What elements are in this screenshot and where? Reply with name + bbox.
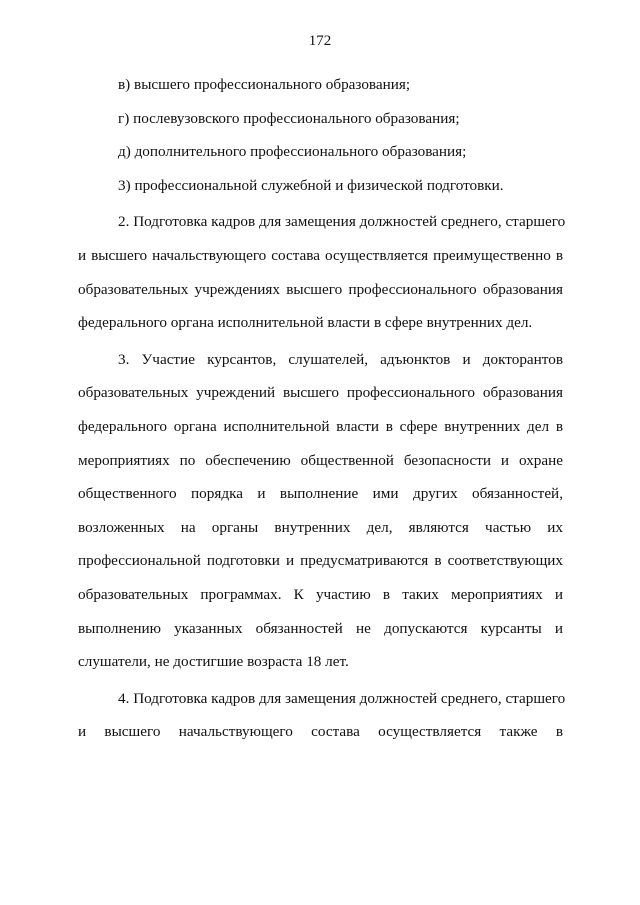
paragraph-2 xyxy=(78,205,566,339)
list-section xyxy=(78,68,563,202)
page-number: 172 xyxy=(308,33,332,49)
list-item: в) высшего профессионального образования; xyxy=(118,76,411,93)
paragraph-line: возложенных на органы внутренних дел, являются частью их xyxy=(78,518,563,536)
paragraph-3 xyxy=(78,343,563,679)
paragraph-line: 3. Участие курсантов, слушателей, адъюнктов и докторантов xyxy=(118,350,563,368)
paragraph-line: федерального органа исполнительной власти в сфере внутренних дел в xyxy=(78,417,563,435)
paragraph-line: образовательных программах. К участию в таких мероприятиях и xyxy=(78,585,563,603)
paragraph-4 xyxy=(78,682,566,749)
list-item: д) дополнительного профессионального образования; xyxy=(118,143,467,161)
paragraph-line: и высшего начальствующего состава осуществляется также в xyxy=(78,723,563,741)
paragraph-line: федерального органа исполнительной власти в сфере внутренних дел. xyxy=(78,314,533,332)
paragraph-line: и высшего начальствующего состава осуществляется преимущественно в xyxy=(78,246,563,264)
paragraph-line: образовательных учреждениях высшего профессионального образования xyxy=(78,280,563,298)
paragraph-line: мероприятиях по обеспечению общественной безопасности и охране xyxy=(78,451,563,469)
paragraph-line: 4. Подготовка кадров для замещения должностей среднего, старшего xyxy=(118,689,566,707)
paragraph-line: общественного порядка и выполнение ими других обязанностей, xyxy=(78,485,563,503)
list-item: 3) профессиональной служебной и физической подготовки. xyxy=(118,176,504,194)
paragraph-line: профессиональной подготовки и предусматриваются в соответствующих xyxy=(78,552,563,570)
page-content xyxy=(78,68,566,749)
paragraph-line: выполнению указанных обязанностей не допускаются курсанты и xyxy=(78,619,563,637)
paragraph-line: образовательных учреждений высшего профессионального образования xyxy=(78,384,563,402)
list-item: г) послевузовского профессионального образования; xyxy=(118,109,460,127)
paragraph-line: слушатели, не достигшие возраста 18 лет. xyxy=(78,653,349,671)
paragraph-line: 2. Подготовка кадров для замещения должностей среднего, старшего xyxy=(118,213,566,231)
